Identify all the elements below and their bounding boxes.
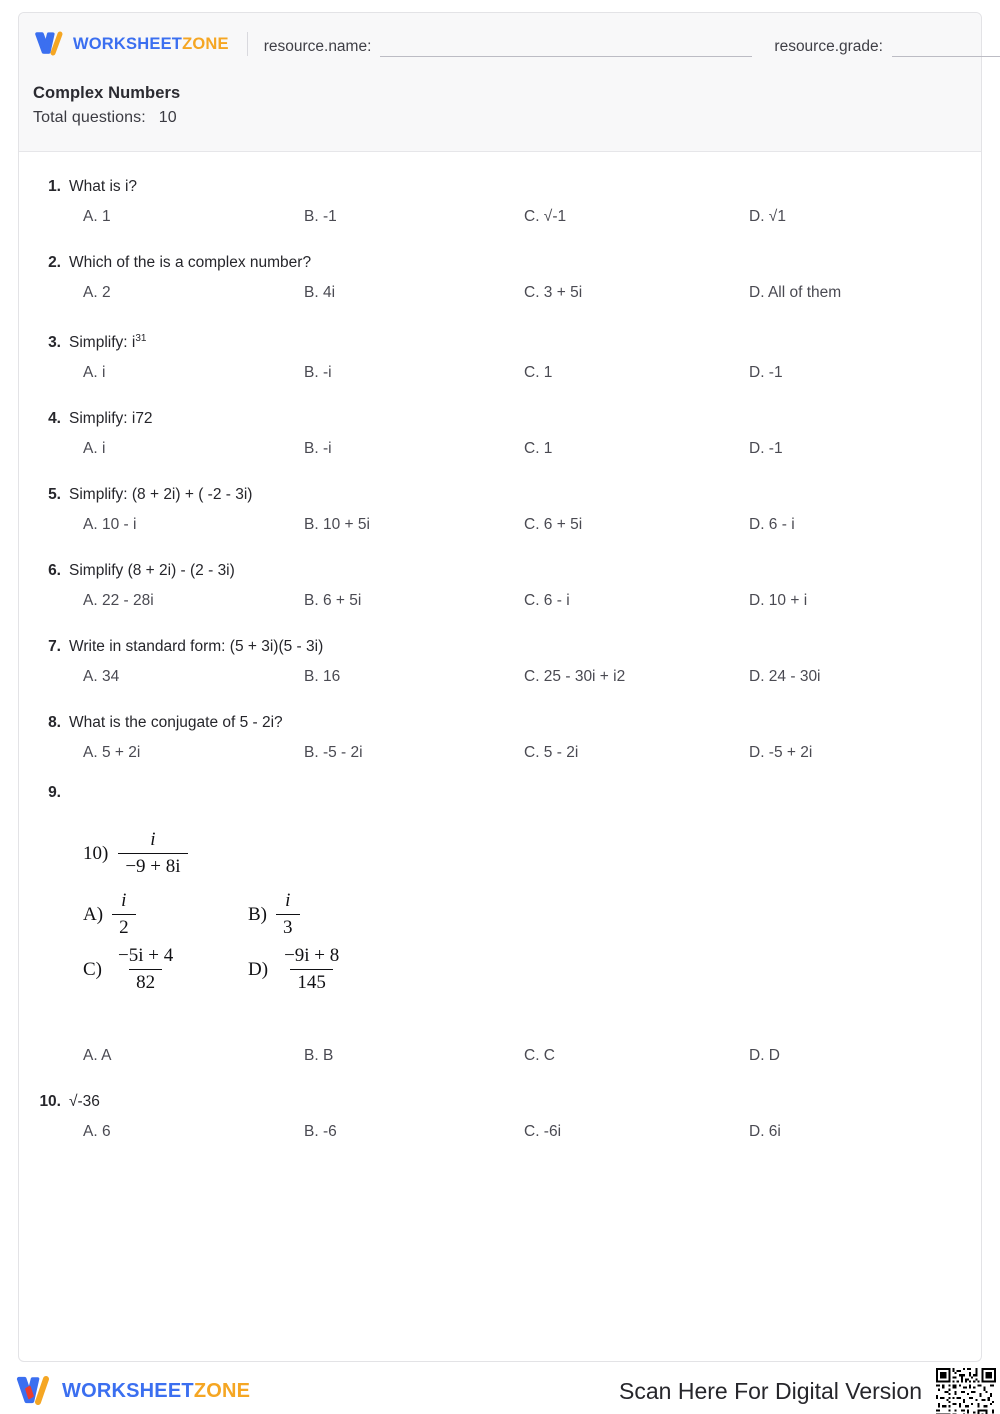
option-c[interactable]: C. 1 — [524, 364, 553, 382]
question-options — [19, 1119, 981, 1165]
worksheet-card — [18, 12, 982, 1362]
option-c[interactable]: C. 3 + 5i — [524, 284, 583, 301]
option-b[interactable]: B. -5 - 2i — [304, 744, 363, 762]
option-d[interactable]: D. 10 + i — [749, 592, 808, 610]
question-1 — [19, 174, 981, 250]
option-b[interactable]: B. -i — [304, 364, 332, 382]
figure-choice-c-label: C) — [83, 958, 102, 980]
question-8 — [19, 710, 981, 780]
figure-choice-d-denominator: 145 — [290, 969, 333, 994]
option-d[interactable]: D. -1 — [749, 440, 783, 458]
total-questions-label: Total questions: — [33, 109, 146, 126]
option-d[interactable]: D. 24 - 30i — [749, 668, 821, 686]
figure-choices — [83, 891, 413, 993]
question-options — [19, 204, 981, 250]
question-5 — [19, 482, 981, 558]
footer-brand — [14, 1374, 250, 1408]
figure-choice-row-2 — [83, 946, 413, 993]
resource-name-input-line[interactable] — [380, 38, 752, 57]
question-number: 7. — [48, 638, 61, 656]
page-footer — [0, 1372, 1000, 1414]
option-c[interactable]: C. 5 - 2i — [524, 744, 579, 762]
question-options — [19, 664, 981, 710]
question-7 — [19, 634, 981, 710]
figure-prompt-fraction — [118, 830, 187, 877]
resource-grade-input-line[interactable] — [892, 38, 1000, 57]
resource-name-label: resource.name: — [263, 38, 372, 55]
total-questions-value: 10 — [158, 109, 177, 126]
question-number: 6. — [48, 562, 61, 580]
question-text: Which of the is a complex number? — [69, 254, 312, 271]
figure-choice-c[interactable] — [83, 946, 248, 993]
worksheet-title: Complex Numbers — [33, 84, 181, 102]
option-d[interactable]: D. -1 — [749, 364, 783, 382]
question-text: √-36 — [69, 1093, 100, 1111]
total-questions-row — [33, 105, 180, 130]
figure-choice-a-label: A) — [83, 903, 104, 925]
figure-choice-b-denominator: 3 — [276, 914, 300, 939]
question-number: 8. — [48, 714, 61, 732]
question-options — [19, 280, 981, 326]
option-d[interactable]: D. All of them — [749, 284, 842, 301]
option-b[interactable]: B. -i — [304, 440, 332, 458]
option-a[interactable]: A. 22 - 28i — [83, 592, 154, 610]
option-a[interactable]: A. 10 - i — [83, 516, 137, 534]
question-number: 2. — [48, 254, 61, 271]
figure-choice-b[interactable] — [248, 891, 300, 938]
brand-wordmark — [62, 1381, 250, 1401]
figure-choice-d-numerator: −9i + 8 — [284, 945, 340, 967]
resource-grade-label: resource.grade: — [774, 38, 883, 55]
option-d[interactable]: D. D — [749, 1047, 780, 1065]
question-4 — [19, 406, 981, 482]
option-d[interactable]: D. -5 + 2i — [749, 744, 813, 762]
resource-grade-field[interactable] — [774, 31, 1000, 57]
option-a[interactable]: A. 5 + 2i — [83, 744, 141, 762]
question-text: Simplify (8 + 2i) - (2 - 3i) — [69, 562, 235, 580]
question-text-main: Simplify: i — [69, 334, 136, 352]
option-c[interactable]: C. 1 — [524, 440, 553, 458]
figure-choice-d[interactable] — [248, 946, 346, 993]
option-b[interactable]: B. 16 — [304, 668, 341, 686]
question-exponent: 31 — [135, 333, 147, 344]
brand-word-worksheet: WORKSHEET — [73, 34, 183, 53]
option-c[interactable]: C. 6 + 5i — [524, 516, 583, 534]
option-b[interactable]: B. 4i — [304, 284, 336, 301]
question-text — [61, 326, 146, 356]
header-brand — [33, 29, 1000, 59]
option-a[interactable]: A. 1 — [83, 208, 111, 225]
option-b[interactable]: B. -6 — [304, 1123, 337, 1141]
question-6 — [19, 558, 981, 634]
question-options — [19, 1043, 981, 1089]
option-b[interactable]: B. B — [304, 1047, 334, 1065]
question-number: 1. — [48, 178, 61, 195]
worksheet-header — [19, 13, 981, 152]
figure-prompt — [83, 830, 413, 877]
figure-choice-b-fraction — [276, 891, 300, 938]
figure-prompt-tag: 10) — [83, 843, 109, 865]
question-number: 5. — [48, 486, 61, 504]
option-a[interactable]: A. i — [83, 440, 106, 458]
option-b[interactable]: B. -1 — [304, 208, 337, 225]
question-number: 4. — [48, 410, 61, 428]
option-a[interactable]: A. i — [83, 364, 106, 382]
brand-word-zone: ZONE — [193, 1380, 251, 1402]
question-text: Write in standard form: (5 + 3i)(5 - 3i) — [69, 638, 324, 656]
question-number: 9. — [48, 784, 61, 802]
figure-prompt-denominator: −9 + 8i — [118, 853, 187, 878]
question-10 — [19, 1089, 981, 1165]
worksheet-title-block — [33, 81, 180, 130]
figure-choice-a-fraction — [112, 891, 136, 938]
resource-name-field[interactable] — [264, 31, 753, 57]
question-options — [19, 740, 981, 780]
scan-here-text: Scan Here For Digital Version — [619, 1378, 922, 1404]
question-number: 10. — [39, 1093, 61, 1111]
brand-wordmark — [73, 36, 229, 53]
figure-choice-a-numerator: i — [121, 890, 127, 912]
worksheetzone-logo-icon — [33, 30, 67, 58]
option-b[interactable]: B. 10 + 5i — [304, 516, 370, 534]
question-2 — [19, 250, 981, 326]
figure-choice-c-fraction — [111, 946, 180, 993]
question-number: 3. — [48, 334, 61, 352]
question-text: Simplify: i72 — [69, 410, 153, 428]
question-options — [19, 436, 981, 482]
option-c[interactable]: C. -6i — [524, 1123, 562, 1141]
figure-choice-a[interactable] — [83, 891, 248, 938]
question-text: What is the conjugate of 5 - 2i? — [69, 714, 283, 732]
option-c[interactable]: C. √-1 — [524, 208, 567, 225]
option-d[interactable]: D. 6i — [749, 1123, 781, 1141]
option-c[interactable]: C. C — [524, 1047, 555, 1065]
figure-choice-d-fraction — [277, 946, 346, 993]
option-a[interactable]: A. 2 — [83, 284, 111, 301]
qr-code-icon[interactable] — [936, 1368, 996, 1414]
option-a[interactable]: A. 34 — [83, 668, 120, 686]
question-9-math-figure — [83, 830, 413, 993]
option-a[interactable]: A. 6 — [83, 1123, 111, 1141]
question-text: What is i? — [69, 178, 138, 195]
figure-choice-c-numerator: −5i + 4 — [118, 945, 174, 967]
questions-list — [19, 152, 981, 1165]
option-c[interactable]: C. 6 - i — [524, 592, 570, 610]
option-a[interactable]: A. A — [83, 1047, 112, 1065]
figure-prompt-numerator: i — [150, 829, 156, 851]
question-options — [19, 512, 981, 558]
option-c[interactable]: C. 25 - 30i + i2 — [524, 668, 626, 686]
figure-choice-c-denominator: 82 — [129, 969, 162, 994]
brand-word-zone: ZONE — [182, 34, 229, 53]
question-options — [19, 588, 981, 634]
question-9 — [19, 780, 981, 1089]
question-options — [19, 360, 981, 406]
question-text: Simplify: (8 + 2i) + ( -2 - 3i) — [69, 486, 253, 504]
figure-choice-b-numerator: i — [285, 890, 291, 912]
option-d[interactable]: D. 6 - i — [749, 516, 795, 534]
header-divider — [247, 32, 248, 56]
figure-choice-a-denominator: 2 — [112, 914, 136, 939]
option-b[interactable]: B. 6 + 5i — [304, 592, 362, 610]
option-d[interactable]: D. √1 — [749, 208, 786, 225]
figure-choice-b-label: B) — [248, 903, 267, 925]
question-3 — [19, 326, 981, 406]
worksheetzone-logo-icon — [14, 1374, 54, 1408]
figure-choice-row-1 — [83, 891, 413, 938]
figure-choice-d-label: D) — [248, 958, 269, 980]
brand-word-worksheet: WORKSHEET — [62, 1380, 194, 1402]
